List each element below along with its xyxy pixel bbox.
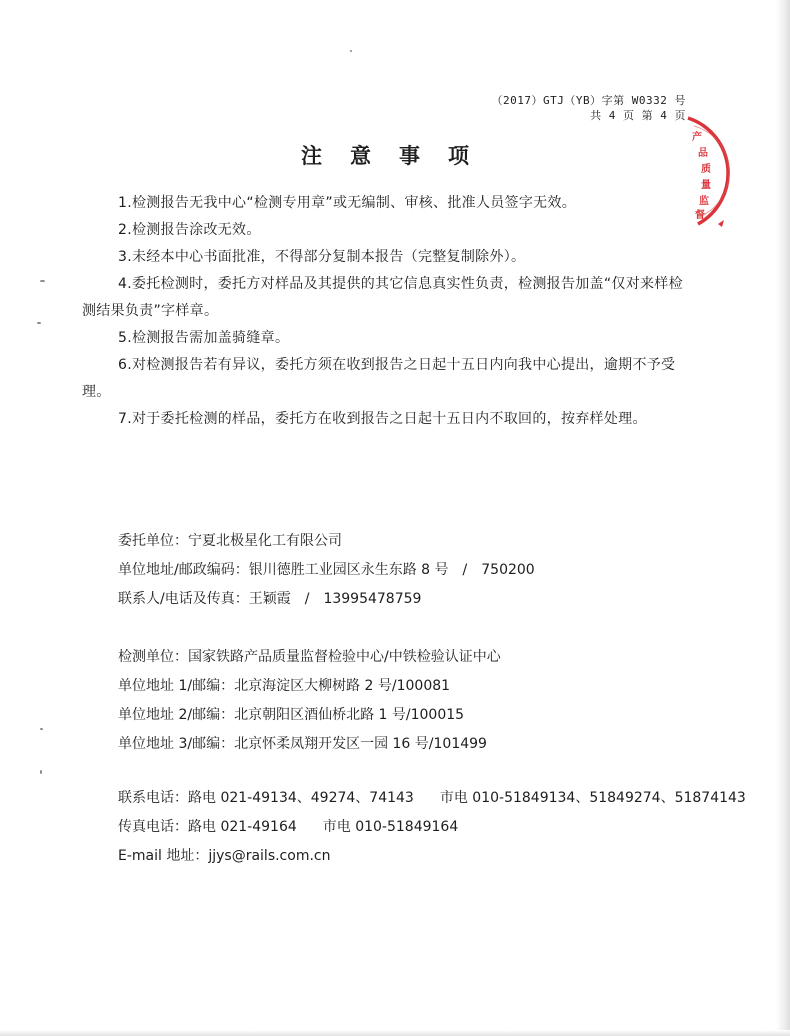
note-item: 5.检测报告需加盖骑缝章。 — [118, 330, 290, 346]
scan-speck — [40, 280, 45, 282]
lab-unit-label: 检测单位： — [118, 649, 188, 665]
lab-address-1-label: 单位地址 1/邮编： — [118, 678, 235, 694]
lab-address-2 — [118, 701, 501, 730]
lab-unit-value: 国家铁路产品质量监督检验中心/中铁检验认证中心 — [188, 649, 501, 665]
lab-address-1-value: 北京海淀区大柳树路 2 号/100081 — [234, 678, 451, 694]
fax-label: 传真电话： — [118, 819, 188, 835]
separator: / — [304, 591, 310, 607]
fax-road: 路电 021-49164 — [188, 819, 297, 835]
svg-text:品: 品 — [698, 148, 708, 159]
phone-label: 联系电话： — [118, 790, 188, 806]
fax-line — [118, 813, 746, 842]
email-value: jjys@rails.com.cn — [208, 848, 331, 864]
note-item: 4.委托检测时，委托方对样品及其提供的其它信息真实性负责，检测报告加盖“仅对来样检测结果负责”字样章。 — [82, 276, 683, 319]
page-edge-bottom — [0, 1030, 790, 1036]
svg-text:质: 质 — [701, 164, 711, 175]
phone-line — [118, 784, 746, 813]
scan-speck — [350, 50, 352, 52]
phone-road: 路电 021-49134、49274、74143 — [188, 790, 414, 806]
svg-text:产: 产 — [692, 132, 702, 143]
contact-info — [118, 784, 746, 871]
client-contact-phone: 13995478759 — [323, 591, 422, 607]
note-item: 3.未经本中心书面批准，不得部分复制本报告（完整复制除外）。 — [118, 249, 526, 265]
scan-speck — [40, 728, 43, 730]
fax-city: 市电 010-51849164 — [322, 819, 459, 835]
svg-text:监: 监 — [699, 196, 709, 207]
separator: / — [462, 562, 468, 578]
lab-address-3 — [118, 730, 501, 759]
client-contact-label: 联系人/电话及传真： — [118, 591, 249, 607]
report-number: （2017）GTJ（YB）字第 W0332 号 — [491, 94, 686, 107]
note-item: 6.对检测报告若有异议，委托方须在收到报告之日起十五日内向我中心提出，逾期不予受理。 — [82, 357, 676, 400]
note-item: 7.对于委托检测的样品，委托方在收到报告之日起十五日内不取回的，按弃样处理。 — [118, 411, 647, 427]
lab-info — [118, 643, 501, 759]
note-item: 1.检测报告无我中心“检测专用章”或无编制、审核、批准人员签字无效。 — [118, 195, 577, 211]
lab-unit-line — [118, 643, 501, 672]
phone-city: 市电 010-51849134、51849274、51874143 — [439, 790, 746, 806]
email-line — [118, 842, 746, 871]
client-address-line — [118, 556, 535, 585]
email-label: E-mail 地址： — [118, 848, 209, 864]
report-header — [492, 93, 686, 123]
lab-address-2-label: 单位地址 2/邮编： — [118, 707, 235, 723]
client-unit-value: 宁夏北极星化工有限公司 — [188, 533, 342, 549]
client-address-label: 单位地址/邮政编码： — [118, 562, 249, 578]
page-info: 共 4 页 第 4 页 — [590, 109, 686, 122]
client-address-value: 银川德胜工业园区永生东路 8 号 — [248, 562, 449, 578]
client-contact-line — [118, 585, 535, 614]
lab-address-3-value: 北京怀柔凤翔开发区一园 16 号/101499 — [234, 736, 487, 752]
lab-address-2-value: 北京朝阳区酒仙桥北路 1 号/100015 — [234, 707, 465, 723]
svg-text:督: 督 — [695, 210, 705, 221]
notes-list — [82, 190, 688, 433]
svg-text:量: 量 — [701, 180, 711, 191]
scan-speck — [40, 770, 42, 774]
client-contact-name: 王颖霞 — [248, 591, 291, 607]
note-item: 2.检测报告涂改无效。 — [118, 222, 261, 238]
client-postcode: 750200 — [481, 562, 535, 578]
lab-address-1 — [118, 672, 501, 701]
lab-address-3-label: 单位地址 3/邮编： — [118, 736, 235, 752]
client-info — [118, 527, 535, 614]
client-unit-label: 委托单位： — [118, 533, 188, 549]
scan-speck — [37, 322, 41, 324]
client-unit-line — [118, 527, 535, 556]
page-title: 注意事项 — [301, 144, 497, 168]
